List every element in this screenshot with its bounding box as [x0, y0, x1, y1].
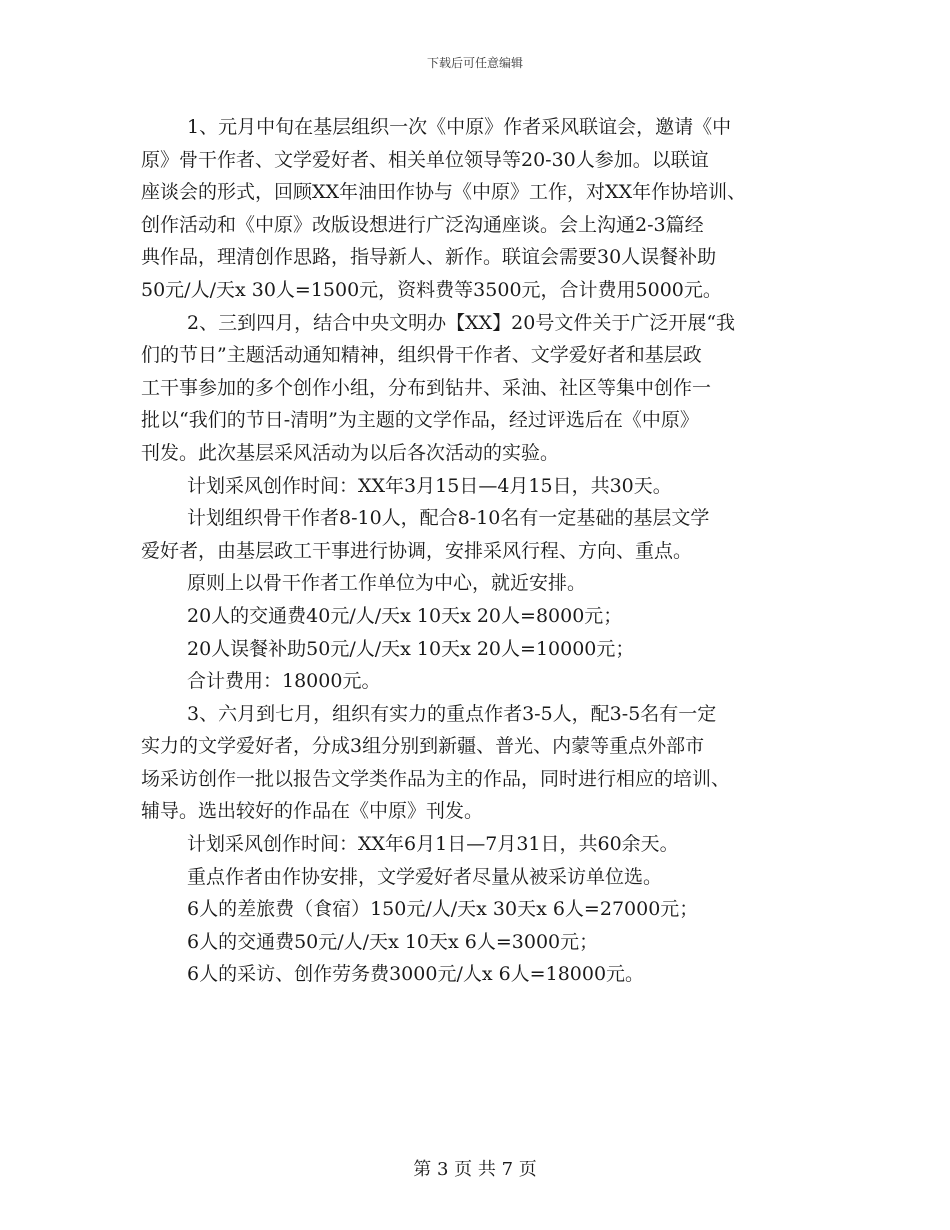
text-line: 计划采风创作时间：XX年3月15日—4月15日，共30天。 [187, 474, 672, 497]
text-line: 创作活动和《中原》改版设想进行广泛沟通座谈。会上沟通2-3篇经 [141, 213, 704, 236]
text-line: 6人的差旅费（食宿）150元/人/天x 30天x 6人=27000元； [187, 898, 699, 921]
text-line: 重点作者由作协安排，文学爱好者尽量从被采访单位选。 [187, 865, 663, 888]
text-line: 实力的文学爱好者，分成3组分别到新疆、普光、内蒙等重点外部市 [141, 735, 705, 758]
text-line: 3、六月到七月，组织有实力的重点作者3-5人，配3-5名有一定 [187, 702, 717, 725]
text-line: 计划组织骨干作者8-10人，配合8-10名有一定基础的基层文学 [187, 507, 710, 530]
text-line: 2、三到四月，结合中央文明办【XX】20号文件关于广泛开展“我 [187, 311, 736, 334]
text-line: 计划采风创作时间：XX年6月1日—7月31日，共60余天。 [187, 833, 679, 856]
text-line: 50元/人/天x 30人=1500元，资料费等3500元，合计费用5000元。 [141, 278, 722, 301]
document-body [141, 111, 821, 991]
text-line: 20人的交通费40元/人/天x 10天x 20人=8000元； [187, 604, 623, 627]
text-line: 工干事参加的多个创作小组，分布到钻井、采油、社区等集中创作一 [141, 376, 712, 399]
text-line: 合计费用：18000元。 [187, 670, 381, 693]
text-line: 们的节日”主题活动通知精神，组织骨干作者、文学爱好者和基层政 [141, 344, 702, 367]
text-line: 1、元月中旬在基层组织一次《中原》作者采风联谊会，邀请《中 [187, 116, 732, 138]
text-line: 辅导。选出较好的作品在《中原》刊发。 [141, 800, 484, 823]
text-line: 6人的交通费50元/人/天x 10天x 6人=3000元； [187, 930, 599, 953]
text-line: 座谈会的形式，回顾XX年油田作协与《中原》工作，对XX年作协培训、 [141, 181, 747, 204]
text-line: 原则上以骨干作者工作单位为中心，就近安排。 [187, 572, 587, 595]
text-line: 爱好者，由基层政工干事进行协调，安排采风行程、方向、重点。 [141, 539, 693, 562]
text-line: 刊发。此次基层采风活动为以后各次活动的实验。 [141, 441, 560, 464]
text-line: 6人的采访、创作劳务费3000元/人x 6人=18000元。 [187, 963, 645, 986]
text-line: 批以“我们的节日-清明”为主题的文学作品，经过评选后在《中原》 [141, 409, 699, 432]
text-line: 场采访创作一批以报告文学类作品为主的作品，同时进行相应的培训、 [141, 767, 731, 790]
text-line: 原》骨干作者、文学爱好者、相关单位领导等20-30人参加。以联谊 [141, 148, 709, 171]
page-number: 第 3 页 共 7 页 [413, 1159, 537, 1180]
text-line: 典作品，理清创作思路，指导新人、新作。联谊会需要30人误餐补助 [141, 246, 717, 269]
page-header: 下载后可任意编辑 [426, 56, 523, 70]
text-line: 20人误餐补助50元/人/天x 10天x 20人=10000元； [187, 637, 635, 660]
